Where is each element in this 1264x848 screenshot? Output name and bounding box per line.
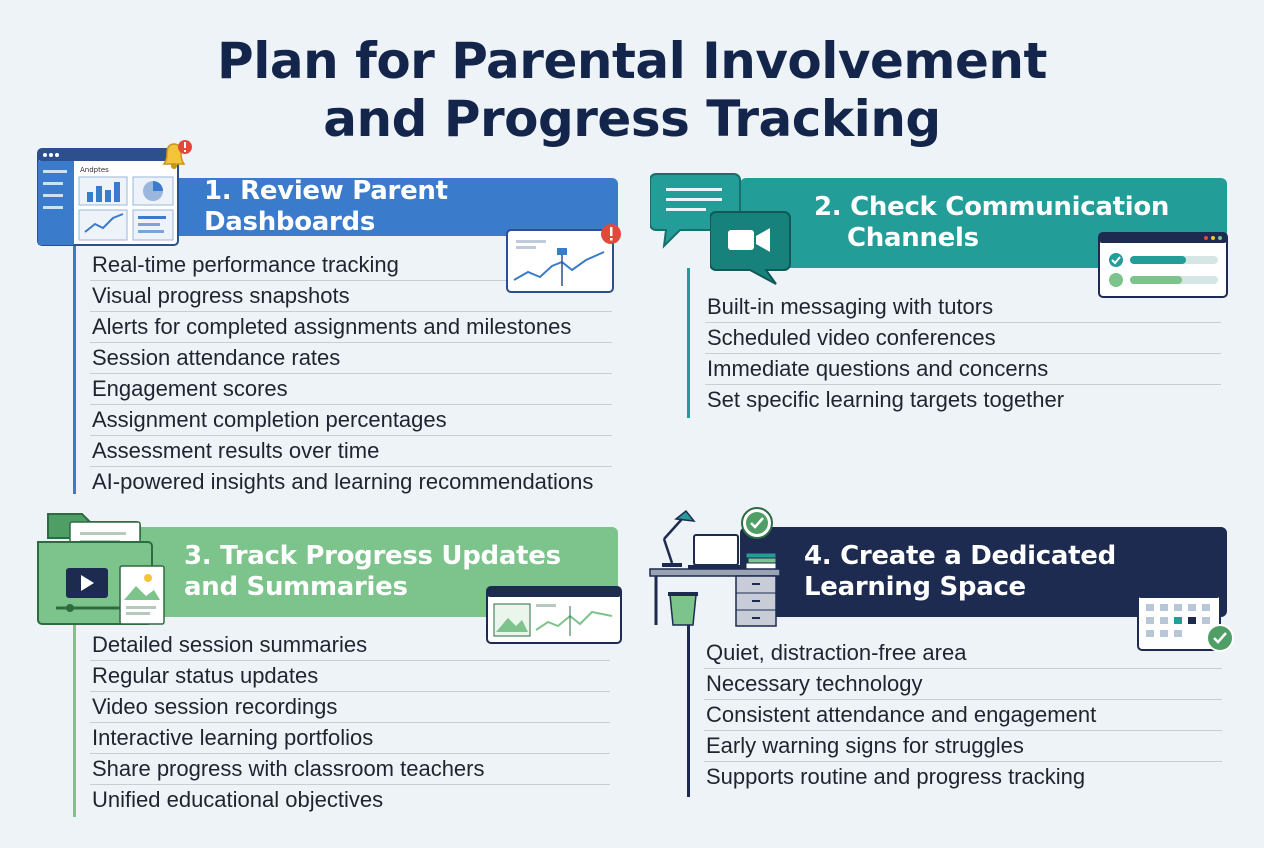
section-1-heading-text: 1. Review Parent Dashboards bbox=[204, 176, 448, 237]
dashboard-label: Andptes bbox=[80, 166, 109, 174]
list-item: Alerts for completed assignments and milestones bbox=[90, 312, 612, 343]
calendar-check-icon bbox=[1136, 576, 1236, 656]
list-item: Share progress with classroom teachers bbox=[90, 754, 610, 785]
section-4-heading-line-2: Learning Space bbox=[804, 572, 1026, 602]
checklist-window-icon bbox=[1098, 232, 1230, 300]
section-2-heading-line-2: Channels bbox=[847, 223, 979, 253]
list-item: Scheduled video conferences bbox=[705, 323, 1221, 354]
section-4-bar bbox=[687, 617, 690, 797]
list-item: Regular status updates bbox=[90, 661, 610, 692]
section-3-heading-line-2: and Summaries bbox=[184, 572, 408, 602]
list-item: Built-in messaging with tutors bbox=[705, 292, 1221, 323]
title-line-2: and Progress Tracking bbox=[323, 90, 941, 148]
section-3-bar bbox=[73, 617, 76, 817]
title-line-1: Plan for Parental Involvement bbox=[217, 32, 1047, 90]
list-item: Detailed session summaries bbox=[90, 630, 610, 661]
list-item: Video session recordings bbox=[90, 692, 610, 723]
bell-alert-icon bbox=[158, 138, 194, 174]
list-item: Necessary technology bbox=[704, 669, 1222, 700]
list-item: Unified educational objectives bbox=[92, 787, 384, 812]
list-item: Real-time performance tracking bbox=[90, 250, 612, 281]
section-3-heading-line-1: 3. Track Progress Updates bbox=[184, 541, 561, 571]
video-camera-icon bbox=[710, 210, 792, 286]
section-2-heading-line-1: 2. Check Communication bbox=[814, 192, 1170, 222]
line-chart-alert-icon bbox=[506, 222, 624, 294]
section-3-list bbox=[90, 630, 610, 816]
list-item: Interactive learning portfolios bbox=[90, 723, 610, 754]
media-folder-icon bbox=[36, 508, 168, 628]
list-item: Assessment results over time bbox=[90, 436, 612, 467]
list-item: Engagement scores bbox=[90, 374, 612, 405]
section-1-bar bbox=[73, 236, 76, 494]
section-4-heading-line-1: 4. Create a Dedicated bbox=[804, 541, 1116, 571]
list-item: Early warning signs for struggles bbox=[704, 731, 1222, 762]
section-2-bar bbox=[687, 268, 690, 418]
list-item: Supports routine and progress tracking bbox=[706, 764, 1086, 789]
list-item: Immediate questions and concerns bbox=[705, 354, 1221, 385]
list-item: Assignment completion percentages bbox=[90, 405, 612, 436]
list-item: Visual progress snapshots bbox=[90, 281, 612, 312]
list-item: AI-powered insights and learning recommendations bbox=[92, 469, 594, 494]
list-item: Session attendance rates bbox=[90, 343, 612, 374]
list-item: Set specific learning targets together bbox=[707, 387, 1065, 412]
list-item: Consistent attendance and engagement bbox=[704, 700, 1222, 731]
image-chart-window-icon bbox=[486, 586, 622, 644]
list-item: Quiet, distraction-free area bbox=[704, 638, 1222, 669]
section-4-list bbox=[704, 638, 1222, 793]
page-title bbox=[0, 32, 1264, 148]
section-2-list bbox=[705, 292, 1221, 416]
desk-workspace-icon bbox=[646, 505, 782, 629]
